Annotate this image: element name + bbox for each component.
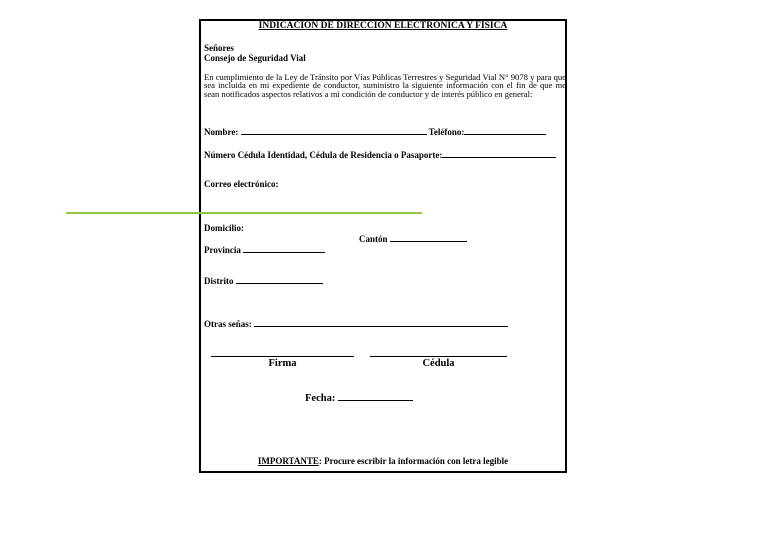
fecha-field[interactable] — [338, 391, 413, 401]
canton-row — [359, 233, 467, 244]
intro-paragraph: En cumplimiento de la Ley de Tránsito por Vías Públicas Terrestres y Seguridad Vial N° 9078 y para que sea incluida en mi expediente de conductor, suministro la siguiente información con el fin de que me sean notificados aspectos relativos a mi condición de conductor y de interés público en general: — [204, 72, 566, 99]
firma-line[interactable] — [211, 356, 354, 357]
distrito-field[interactable] — [236, 275, 323, 284]
salutation: Señores — [204, 43, 234, 53]
cedula-sig-line[interactable] — [370, 356, 507, 357]
cedula-label: Número Cédula Identidad, Cédula de Residencia o Pasaporte: — [204, 150, 443, 160]
cedula-field[interactable] — [442, 149, 556, 158]
nombre-field[interactable] — [241, 126, 427, 135]
canton-label: Cantón — [359, 234, 388, 244]
importante-text: : Procure escribir la información con letra legible — [318, 456, 509, 466]
otras-field[interactable] — [254, 318, 508, 327]
cedula-row — [204, 149, 556, 160]
provincia-field[interactable] — [243, 244, 325, 253]
telefono-field[interactable] — [464, 126, 546, 135]
fecha-row — [305, 391, 413, 404]
telefono-label: Teléfono: — [428, 127, 465, 137]
firma-label: Firma — [268, 358, 297, 369]
cedula-sig-label: Cédula — [422, 358, 455, 369]
fecha-label: Fecha: — [305, 393, 336, 404]
distrito-row — [204, 275, 323, 286]
distrito-label: Distrito — [204, 276, 234, 286]
domicilio-label: Domicilio: — [204, 223, 244, 233]
importante-label: IMPORTANTE — [257, 456, 319, 466]
addressee: Consejo de Seguridad Vial — [204, 53, 306, 63]
nombre-label: Nombre: — [204, 127, 239, 137]
provincia-row — [204, 244, 325, 255]
canton-field[interactable] — [390, 233, 467, 242]
otras-row — [204, 318, 508, 329]
form-title: INDICACIÓN DE DIRECCIÓN ELECTRÓNICA Y FÍSICA — [258, 21, 508, 31]
importante-note — [201, 456, 565, 466]
nombre-row — [204, 126, 546, 137]
annotation-line — [66, 212, 422, 214]
otras-label: Otras señas: — [204, 319, 252, 329]
registration-form — [199, 19, 567, 473]
provincia-label: Provincia — [204, 245, 241, 255]
correo-label: Correo electrónico: — [204, 179, 279, 189]
